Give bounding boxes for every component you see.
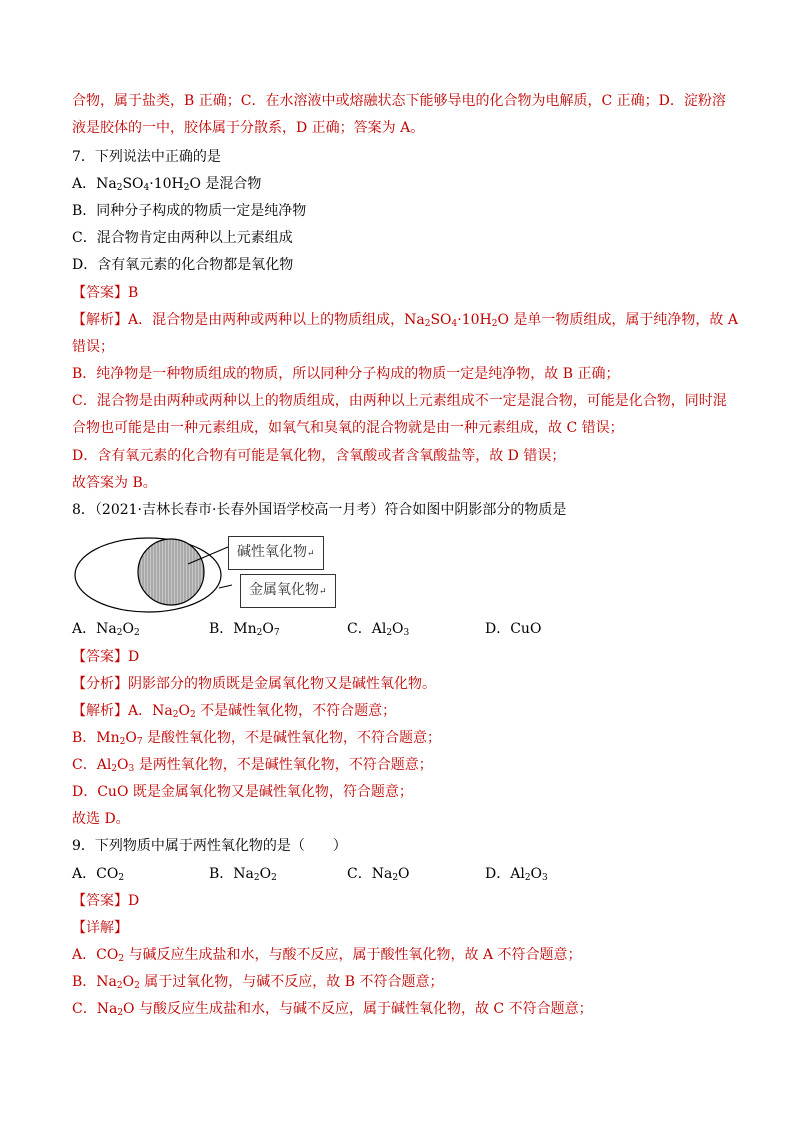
text-line: D．CuO 既是金属氧化物又是碱性氧化物，符合题意； (72, 784, 413, 800)
question-8-answer: 【答案】D (72, 649, 140, 665)
text-line: 错误； (72, 339, 114, 355)
text-line: B．纯净物是一种物质组成的物质，所以同种分子构成的物质一定是纯净物，故 B 正确； (72, 366, 620, 382)
question-9-explanation: A．$CO_2$ 与碱反应生成盐和水，与酸不反应，属于酸性氧化物，故 A 不符合题意； (72, 947, 582, 964)
question-9-option-b: B．$Na_2O_2$ (209, 866, 277, 883)
question-7-option-d: D．含有氧元素的化合物都是氧化物 (72, 257, 294, 273)
text-line: C．$Na_2O$ 与酸反应生成盐和水，与碱不反应，属于碱性氧化物，故 C 不符合题意； (72, 1001, 593, 1018)
question-9-detail-heading: 【详解】 (72, 920, 128, 936)
question-8-option-b: B．$Mn_2O_7$ (209, 621, 280, 638)
venn-label-basic-oxide: 碱性氧化物↵ (228, 536, 324, 570)
question-9-option-c: C．$Na_2O$ (347, 866, 410, 883)
question-7-answer: 【答案】B (72, 285, 139, 301)
question-9-title: 9．下列物质中属于两性氧化物的是（ ） (72, 838, 347, 854)
pointer-line-outer (219, 585, 232, 588)
question-7-option-b: B．同种分子构成的物质一定是纯净物 (72, 203, 307, 219)
text-line: 液是胶体的一中，胶体属于分散系，D 正确；答案为 A。 (72, 120, 425, 136)
question-8-option-a: A．$Na_2O_2$ (72, 621, 140, 638)
question-9-option-d: D．$Al_2O_3$ (485, 866, 548, 883)
text-line: C．混合物是由两种或两种以上的物质组成，由两种以上元素组成不一定是混合物，可能是化合物，同时混 (72, 393, 727, 409)
question-7-option-c: C．混合物肯定由两种以上元素组成 (72, 230, 293, 246)
text-line: B．$Na_2O_2$ 属于过氧化物，与碱不反应，故 B 不符合题意； (72, 974, 444, 991)
text-line: 合物，属于盐类，B 正确；C．在水溶液中或熔融状态下能够导电的化合物为电解质，C 正确；D．淀粉溶 (72, 93, 726, 109)
text-line: D．含有氧元素的化合物有可能是氧化物，含氧酸或者含氧酸盐等，故 D 错误； (72, 448, 566, 464)
question-7-title: 7．下列说法中正确的是 (72, 149, 221, 165)
question-9-answer: 【答案】D (72, 893, 140, 909)
question-8-explanation: 【解析】A．$Na_2O_2$ 不是碱性氧化物，不符合题意； (72, 703, 397, 720)
question-8-analysis: 【分析】阴影部分的物质既是金属氧化物又是碱性氧化物。 (72, 676, 436, 692)
question-7-explanation: 【解析】A．混合物是由两种或两种以上的物质组成，$Na_2SO_4\cdot 10H_2O$ 是单一物质组成，属于纯净物，故 A (72, 312, 738, 329)
question-8-title: 8．（2021·吉林长春市·长春外国语学校高一月考）符合如图中阴影部分的物质是 (72, 502, 567, 518)
text-line: 故选 D。 (72, 811, 130, 827)
inner-circle-shaded (138, 539, 204, 605)
venn-label-metal-oxide: 金属氧化物↵ (240, 574, 336, 608)
question-8-option-d: D．CuO (485, 621, 542, 637)
question-9-option-a: A．$CO_2$ (72, 866, 125, 883)
text-line: B．$Mn_2O_7$ 是酸性氧化物，不是碱性氧化物，不符合题意； (72, 730, 442, 747)
text-line: 合物也可能是由一种元素组成，如氧气和臭氧的混合物就是由一种元素组成，故 C 错误； (72, 420, 624, 436)
text-line: C．$Al_2O_3$ 是两性氧化物，不是碱性氧化物，不符合题意； (72, 757, 433, 774)
text-line: 故答案为 B。 (72, 475, 157, 491)
question-7-option-a: A．$Na_2SO_4\cdot 10H_2O$ 是混合物 (72, 176, 262, 193)
question-8-option-c: C．$Al_2O_3$ (347, 621, 410, 638)
